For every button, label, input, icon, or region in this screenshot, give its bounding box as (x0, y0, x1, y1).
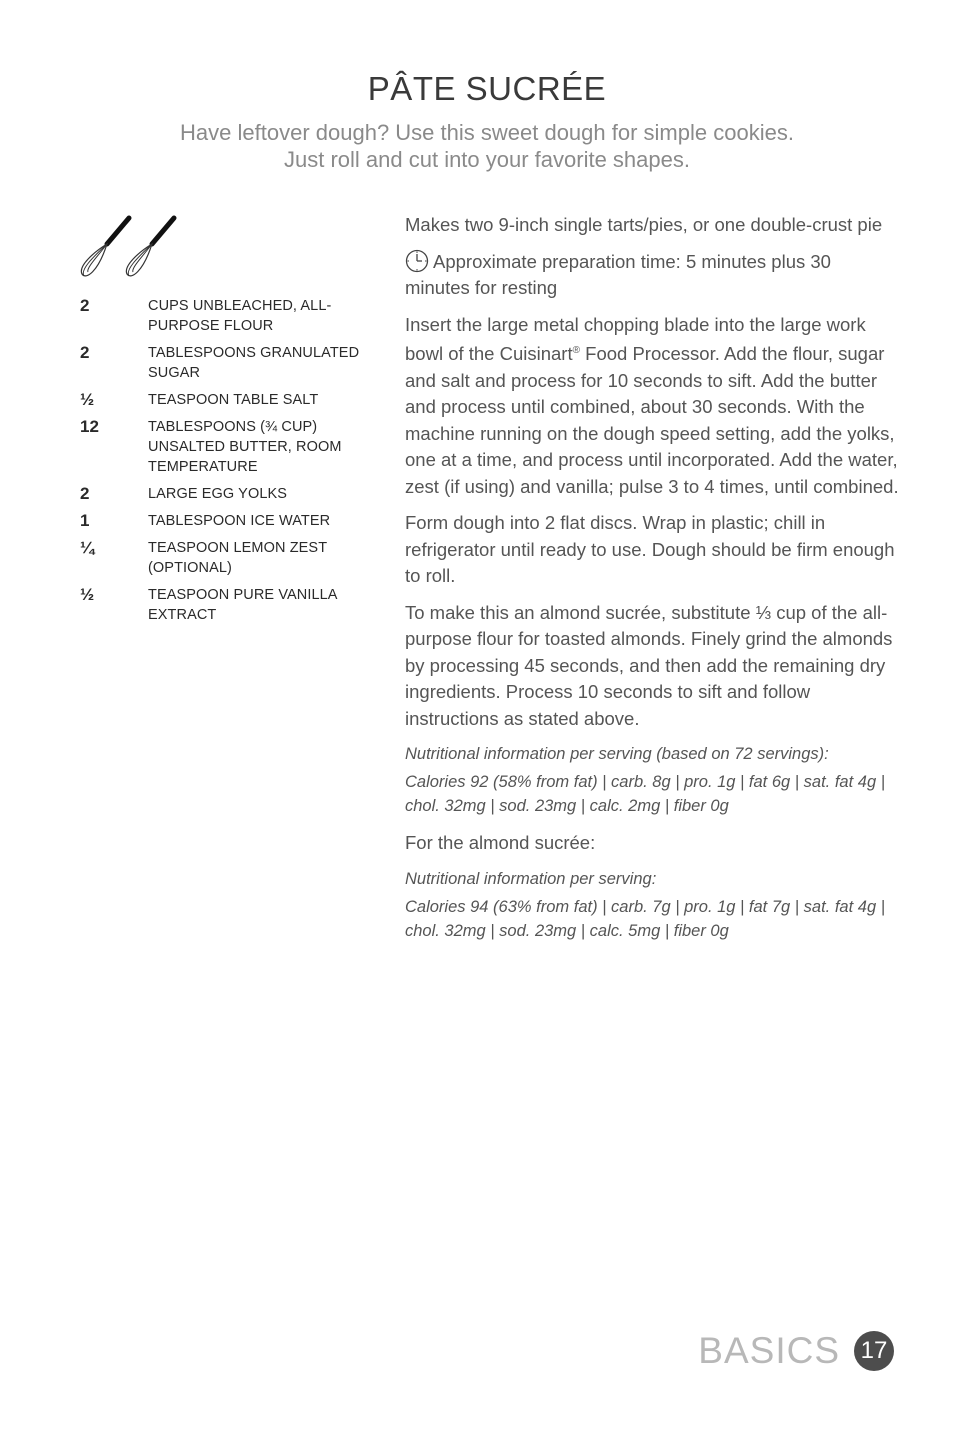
instruction-step-1-b: Food Processor. Add the flour, sugar and salt and process for 10 seconds to sift. Add the butter and process until combined, about 30 seconds. With the machine running on the dough speed setting, add the yolks, one at a time, and process until incorporated. Add the water, zest (if using) and vanilla; pulse 3 to 4 times, until combined. (405, 343, 899, 497)
ingredient-name: TABLESPOONS GRANULATED SUGAR (148, 345, 360, 381)
ingredient-name: TABLESPOON ICE WATER (148, 513, 331, 529)
ingredient-row (80, 343, 370, 383)
subtitle-line-2: Just roll and cut into your favorite shapes. (284, 147, 690, 172)
ingredient-row (80, 484, 370, 504)
ingredient-row (80, 538, 370, 578)
ingredient-list (80, 296, 370, 632)
ingredient-qty: ½ (80, 390, 95, 409)
ingredient-qty: ¼ (80, 538, 95, 557)
ingredient-row (80, 511, 370, 531)
ingredient-row (80, 296, 370, 336)
almond-nutrition-heading: Nutritional information per serving: (405, 869, 657, 888)
ingredient-qty: 2 (80, 296, 90, 315)
ingredient-row (80, 585, 370, 625)
ingredient-qty: 2 (80, 343, 90, 362)
section-label: BASICS (698, 1330, 840, 1371)
ingredient-name: TABLESPOONS (¾ CUP) UNSALTED BUTTER, ROOM TEMPERATURE (148, 419, 342, 475)
ingredient-name: TEASPOON LEMON ZEST (OPTIONAL) (148, 540, 327, 576)
instruction-step-2: Form dough into 2 flat discs. Wrap in plastic; chill in refrigerator until ready to use. Dough should be firm enough to roll. (405, 512, 895, 587)
ingredient-qty: 2 (80, 484, 90, 503)
prep-time (405, 249, 900, 302)
ingredient-row (80, 417, 370, 477)
recipe-title: PÂTE SUCRÉE (367, 70, 607, 107)
page-footer (698, 1330, 894, 1372)
ingredient-name: LARGE EGG YOLKS (148, 486, 288, 502)
nutrition-heading: Nutritional information per serving (based on 72 servings): (405, 745, 829, 764)
whisk-icon (126, 218, 174, 276)
recipe-body (405, 212, 900, 955)
ingredient-name: CUPS UNBLEACHED, ALL-PURPOSE FLOUR (148, 298, 332, 334)
whisk-icon (81, 218, 129, 276)
page-number: 17 (854, 1331, 894, 1371)
ingredient-qty: 12 (80, 417, 99, 436)
ingredient-name: TEASPOON PURE VANILLA EXTRACT (148, 587, 337, 623)
nutrition-values: Calories 92 (58% from fat) | carb. 8g | pro. 1g | fat 6g | sat. fat 4g | chol. 32mg | sod. 23mg | calc. 2mg | fiber 0g (405, 773, 885, 816)
instruction-step-1-a: Insert the large metal chopping blade into the large work bowl of the Cuisinart (405, 313, 866, 365)
prep-time-text: Approximate preparation time: 5 minutes plus 30 minutes for resting (405, 250, 831, 298)
subtitle-line-1: Have leftover dough? Use this sweet dough for simple cookies. (180, 120, 794, 145)
difficulty-whisks (74, 214, 184, 284)
almond-variation-label: For the almond sucrée: (405, 832, 596, 854)
registered-mark: ® (572, 345, 580, 356)
instruction-step-3: To make this an almond sucrée, substitute ⅓ cup of the all-purpose flour for toasted almonds. Finely grind the almonds by processing 45 seconds, and then add the remaining dry ingredients. Process 10 seconds to sift and follow instructions as stated above. (405, 601, 893, 729)
recipe-yield: Makes two 9-inch single tarts/pies, or one double-crust pie (405, 214, 883, 235)
recipe-subtitle (0, 119, 954, 173)
ingredient-name: TEASPOON TABLE SALT (148, 392, 319, 408)
almond-nutrition-values: Calories 94 (63% from fat) | carb. 7g | pro. 1g | fat 7g | sat. fat 4g | chol. 32mg | sod. 23mg | calc. 5mg | fiber 0g (405, 897, 885, 940)
clock-icon (405, 249, 429, 273)
ingredient-qty: 1 (80, 511, 90, 530)
ingredient-qty: ½ (80, 585, 95, 604)
instruction-step-1 (405, 312, 900, 501)
ingredient-row (80, 390, 370, 410)
